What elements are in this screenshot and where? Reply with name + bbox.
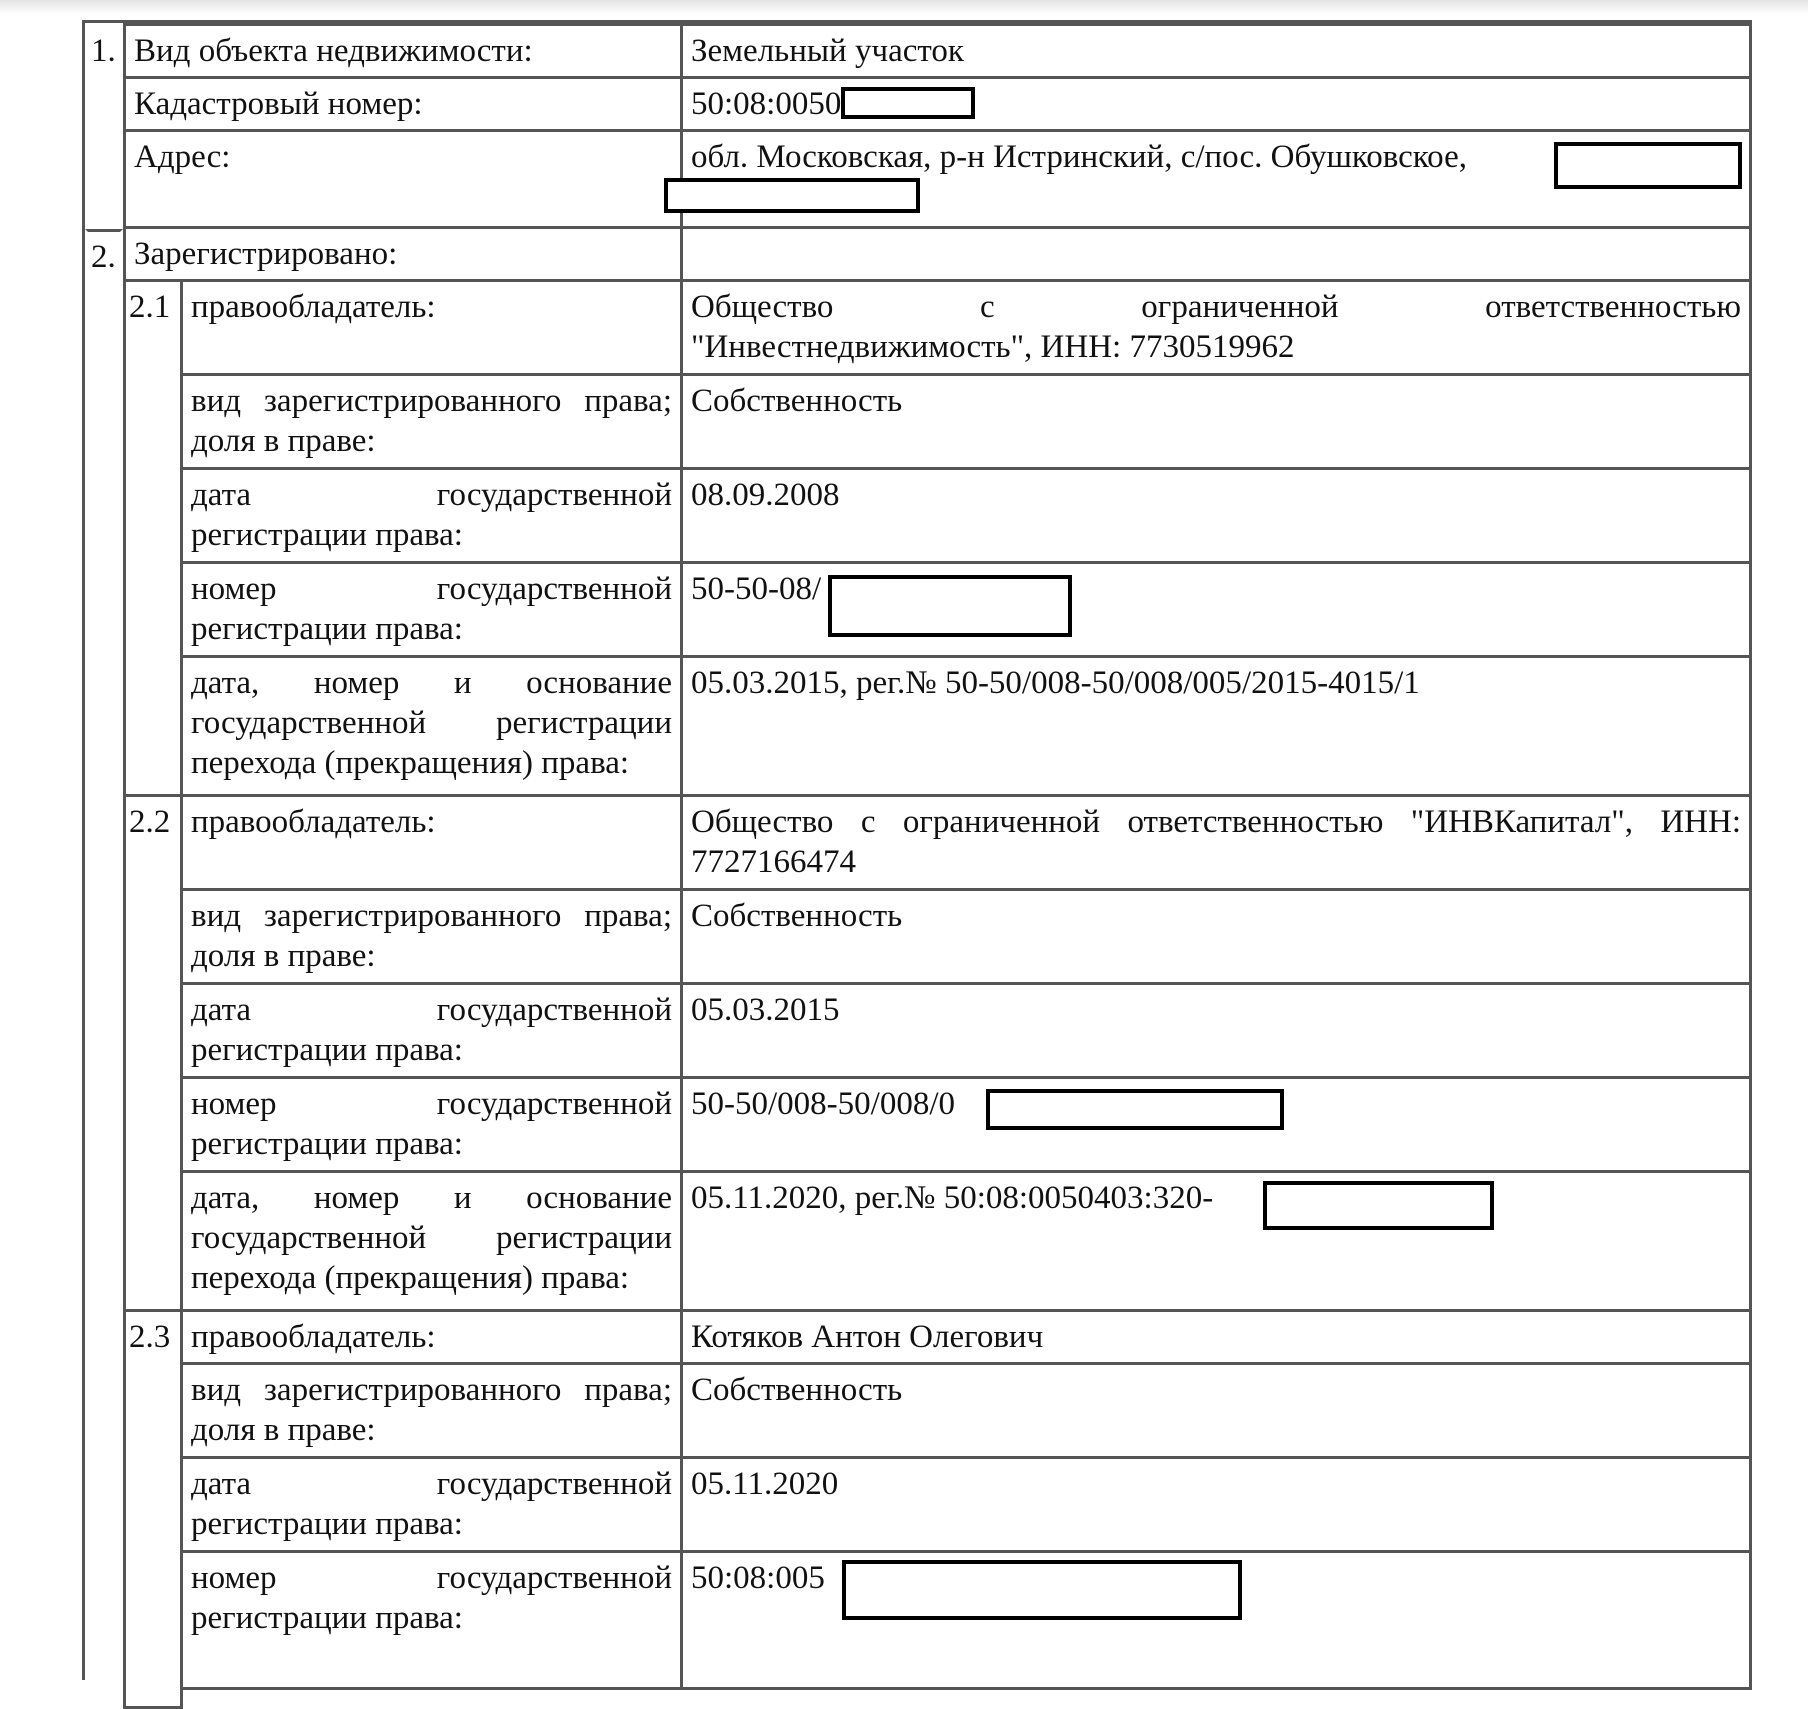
- registration-date-label: дата государственной регистрации права:: [180, 982, 683, 1079]
- transfer-value: 05.11.2020, рег.№ 50:08:0050403:320-: [680, 1170, 1752, 1312]
- redaction-box: [841, 87, 975, 119]
- holder-2-3-number: 2.3: [123, 1309, 183, 1709]
- holder-value: Общество с ограниченной ответственностью "ИНВКапитал", ИНН: 7727166474: [680, 794, 1752, 891]
- transfer-label: дата, номер и основание государственной регистрации перехода (прекращения) права:: [180, 655, 683, 797]
- right-type-value: Собственность: [680, 888, 1752, 985]
- registration-number-value: 50:08:005: [680, 1550, 1752, 1690]
- transfer-label: дата, номер и основание государственной регистрации перехода (прекращения) права:: [180, 1170, 683, 1312]
- registration-date-label: дата государственной регистрации права:: [180, 1456, 683, 1553]
- registration-date-value: 08.09.2008: [680, 467, 1752, 564]
- registered-label: Зарегистрировано:: [123, 226, 683, 282]
- redaction-box: [842, 1560, 1242, 1620]
- right-type-label: вид зарегистрированного права; доля в праве:: [180, 1362, 683, 1459]
- holder-label: правообладатель:: [180, 279, 683, 376]
- holder-label: правообладатель:: [180, 1309, 683, 1365]
- redaction-box: [1554, 142, 1742, 189]
- right-type-value: Собственность: [680, 373, 1752, 470]
- registration-number-label: номер государственной регистрации права:: [180, 1076, 683, 1173]
- registration-number-label: номер государственной регистрации права:: [180, 1550, 683, 1690]
- section-2-number: 2.: [85, 229, 123, 1689]
- holder-2-1-number: 2.1: [123, 279, 183, 797]
- redaction-box: [986, 1089, 1284, 1130]
- registered-value: [680, 226, 1752, 282]
- right-type-label: вид зарегистрированного права; доля в праве:: [180, 373, 683, 470]
- transfer-value: 05.03.2015, рег.№ 50-50/008-50/008/005/2015-4015/1: [680, 655, 1752, 797]
- object-type-value: Земельный участок: [680, 23, 1752, 79]
- registration-date-value: 05.03.2015: [680, 982, 1752, 1079]
- egrn-extract-table: [82, 20, 1752, 1680]
- redaction-box: [828, 575, 1072, 637]
- viewer-top-shadow: [0, 0, 1808, 14]
- section-1-number: 1.: [91, 33, 116, 69]
- address-value: обл. Московская, р-н Истринский, с/пос. Обушковское,: [680, 129, 1752, 229]
- right-type-value: Собственность: [680, 1362, 1752, 1459]
- registration-date-label: дата государственной регистрации права:: [180, 467, 683, 564]
- holder-value: Котяков Антон Олегович: [680, 1309, 1752, 1365]
- holder-2-2-number: 2.2: [123, 794, 183, 1312]
- registration-number-label: номер государственной регистрации права:: [180, 561, 683, 658]
- registration-number-value: 50-50/008-50/008/0: [680, 1076, 1752, 1173]
- registration-number-value: 50-50-08/: [680, 561, 1752, 658]
- cadastral-number-value: 50:08:0050: [680, 76, 1752, 132]
- cadastral-number-label: Кадастровый номер:: [123, 76, 683, 132]
- holder-value: Общество с ограниченной ответственностью "Инвестнедвижимость", ИНН: 7730519962: [680, 279, 1752, 376]
- registration-date-value: 05.11.2020: [680, 1456, 1752, 1553]
- redaction-box: [664, 178, 920, 213]
- address-label: Адрес:: [123, 129, 683, 229]
- right-type-label: вид зарегистрированного права; доля в праве:: [180, 888, 683, 985]
- redaction-box: [1263, 1181, 1494, 1230]
- object-type-label: Вид объекта недвижимости:: [123, 23, 683, 79]
- holder-label: правообладатель:: [180, 794, 683, 891]
